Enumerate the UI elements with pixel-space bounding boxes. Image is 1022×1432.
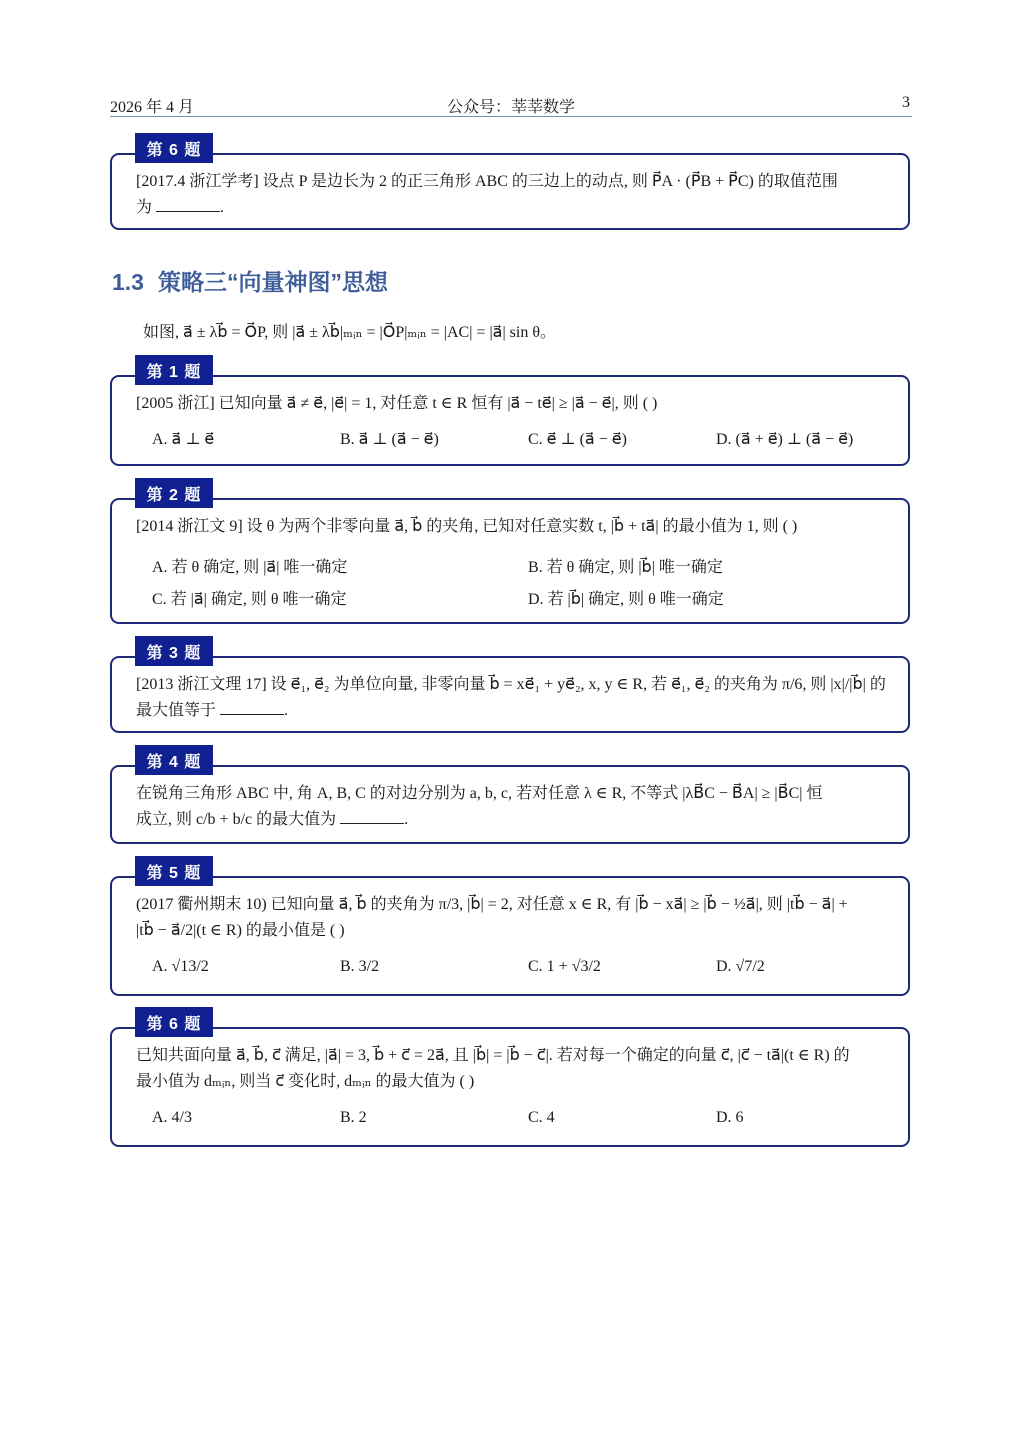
problem-tag: 第 3 题 bbox=[135, 636, 213, 666]
section-heading bbox=[112, 264, 388, 297]
option-b: B. 若 θ 确定, 则 |b⃗| 唯一确定 bbox=[528, 559, 723, 576]
option-d: D. √7/2 bbox=[716, 958, 765, 975]
option-c: C. e⃗ ⊥ (a⃗ − e⃗) bbox=[528, 431, 627, 448]
answer-blank bbox=[220, 700, 284, 715]
problem-text bbox=[136, 892, 888, 944]
problem-tag: 第 2 题 bbox=[135, 478, 213, 508]
problem-tag: 第 4 题 bbox=[135, 745, 213, 775]
option-c: C. 若 |a⃗| 确定, 则 θ 唯一确定 bbox=[152, 591, 347, 608]
header-account: 公众号：莘莘数学 bbox=[446, 99, 575, 116]
problem-box-6 bbox=[110, 1015, 910, 1147]
problem-text: [2014 浙江文 9] 设 θ 为两个非零向量 a⃗, b⃗ 的夹角, 已知对任意实数 t, |b⃗ + ta⃗| 的最小值为 1, 则 ( ) bbox=[136, 518, 798, 535]
option-b: B. 2 bbox=[340, 1109, 367, 1126]
problem-line-2: 成立, 则 c/b + b/c 的最大值为 . bbox=[136, 811, 409, 828]
page-header bbox=[110, 92, 912, 117]
option-b: B. 3/2 bbox=[340, 958, 380, 975]
problem-line-2: |tb⃗ − a⃗/2|(t ∈ R) 的最小值是 ( ) bbox=[136, 922, 345, 939]
problem-line-2: 最大值等于 . bbox=[136, 702, 289, 719]
option-c: C. 1 + √3/2 bbox=[528, 958, 601, 975]
problem-box-1 bbox=[110, 363, 910, 466]
problem-line-1: [2017.4 浙江学考] 设点 P 是边长为 2 的正三角形 ABC 的三边上的动点, 则 P⃗A · (P⃗B + P⃗C) 的取值范围 bbox=[136, 173, 838, 190]
problem-text bbox=[136, 672, 888, 724]
problem-box-4 bbox=[110, 753, 910, 844]
section-intro: 如图, a⃗ ± λb⃗ = O⃗P, 则 |a⃗ ± λb⃗|ₘᵢₙ = |O⃗P|ₘᵢₙ = |AC| = |a⃗| sin θ。 bbox=[143, 324, 557, 341]
problem-text bbox=[136, 1043, 888, 1095]
option-d: D. (a⃗ + e⃗) ⊥ (a⃗ − e⃗) bbox=[716, 431, 854, 448]
problem-tag: 第 1 题 bbox=[135, 355, 213, 385]
problem-line-1: (2017 衢州期末 10) 已知向量 a⃗, b⃗ 的夹角为 π/3, |b⃗| = 2, 对任意 x ∈ R, 有 |b⃗ − xa⃗| ≥ |b⃗ − ½a⃗|, 则 |tb⃗ − a⃗| + bbox=[136, 896, 848, 913]
answer-blank bbox=[156, 197, 220, 212]
problem-box-5 bbox=[110, 864, 910, 996]
problem-tag: 第 6 题 bbox=[135, 1007, 213, 1037]
problem-line-2: 为 . bbox=[136, 199, 225, 216]
problem-line-1: 已知共面向量 a⃗, b⃗, c⃗ 满足, |a⃗| = 3, b⃗ + c⃗ = 2a⃗, 且 |b⃗| = |b⃗ − c⃗|. 若对每一个确定的向量 c⃗, |c⃗ − ta⃗|(t ∈ R) 的 bbox=[136, 1047, 850, 1064]
option-c: C. 4 bbox=[528, 1109, 555, 1126]
option-a: A. √13/2 bbox=[152, 958, 209, 975]
problem-box-top-6 bbox=[110, 141, 910, 230]
section-title-text: 策略三“向量神图”思想 bbox=[157, 269, 388, 295]
problem-tag: 第 6 题 bbox=[135, 133, 213, 163]
page-number: 3 bbox=[902, 94, 910, 111]
option-d: D. 若 |b⃗| 确定, 则 θ 唯一确定 bbox=[528, 591, 724, 608]
problem-line-1: [2013 浙江文理 17] 设 e⃗₁, e⃗₂ 为单位向量, 非零向量 b⃗ = xe⃗₁ + ye⃗₂, x, y ∈ R, 若 e⃗₁, e⃗₂ 的夹角为 π/6, 则 |x|/|b⃗| 的 bbox=[136, 676, 886, 693]
option-a: A. 若 θ 确定, 则 |a⃗| 唯一确定 bbox=[152, 559, 348, 576]
problem-text bbox=[136, 169, 888, 221]
option-a: A. a⃗ ⊥ e⃗ bbox=[152, 431, 215, 448]
header-date: 2026 年 4 月 bbox=[110, 99, 195, 116]
option-a: A. 4/3 bbox=[152, 1109, 192, 1126]
section-number: 1.3 bbox=[112, 269, 144, 295]
problem-text: [2005 浙江] 已知向量 a⃗ ≠ e⃗, |e⃗| = 1, 对任意 t ∈ R 恒有 |a⃗ − te⃗| ≥ |a⃗ − e⃗|, 则 ( ) bbox=[136, 395, 658, 412]
option-b: B. a⃗ ⊥ (a⃗ − e⃗) bbox=[340, 431, 439, 448]
problem-tag: 第 5 题 bbox=[135, 856, 213, 886]
problem-line-1: 在锐角三角形 ABC 中, 角 A, B, C 的对边分别为 a, b, c, 若对任意 λ ∈ R, 不等式 |λB⃗C − B⃗A| ≥ |B⃗C| 恒 bbox=[136, 785, 823, 802]
problem-box-3 bbox=[110, 644, 910, 733]
problem-text bbox=[136, 781, 888, 833]
problem-box-2 bbox=[110, 486, 910, 624]
answer-blank bbox=[340, 809, 404, 824]
problem-line-2: 最小值为 dₘᵢₙ, 则当 c⃗ 变化时, dₘᵢₙ 的最大值为 ( ) bbox=[136, 1073, 475, 1090]
option-d: D. 6 bbox=[716, 1109, 744, 1126]
